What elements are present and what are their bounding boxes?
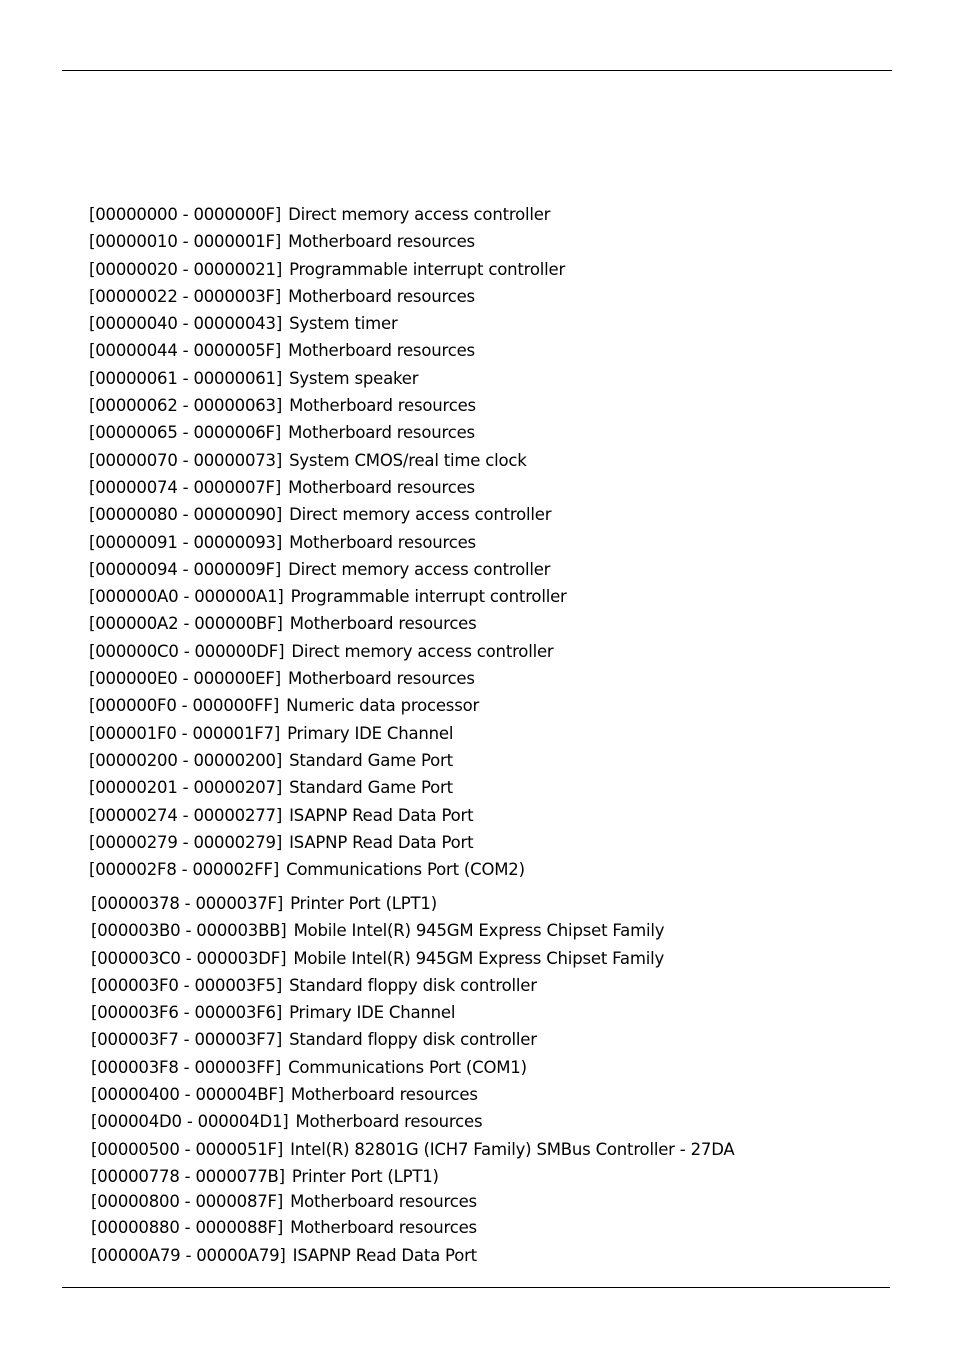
io-range-device: Direct memory access controller	[291, 641, 554, 661]
io-range-address: [00000800 - 0000087F]	[91, 1192, 284, 1212]
io-range-row	[91, 945, 735, 972]
io-range-row	[89, 283, 567, 310]
header-rule	[62, 70, 892, 71]
io-range-row	[91, 999, 735, 1026]
io-range-row	[89, 201, 567, 228]
io-range-row	[89, 829, 567, 856]
io-range-device: Communications Port (COM1)	[288, 1057, 527, 1077]
io-range-address: [00000044 - 0000005F]	[89, 341, 282, 361]
io-range-address: [000000C0 - 000000DF]	[89, 641, 285, 661]
io-range-row	[91, 1026, 735, 1053]
io-range-row	[89, 610, 567, 637]
io-range-device: ISAPNP Read Data Port	[292, 1245, 477, 1265]
io-range-device: Printer Port (LPT1)	[291, 1166, 439, 1186]
io-range-row	[89, 856, 567, 883]
io-range-row	[89, 529, 567, 556]
io-range-address: [00000279 - 00000279]	[89, 832, 283, 852]
io-range-device: Standard Game Port	[289, 778, 453, 798]
io-range-address: [00000062 - 00000063]	[89, 396, 283, 416]
io-range-address: [00000200 - 00000200]	[89, 750, 283, 770]
io-range-row	[91, 1054, 735, 1081]
io-range-address: [00000065 - 0000006F]	[89, 423, 282, 443]
io-range-device: System speaker	[289, 368, 419, 388]
io-range-address: [000003F0 - 000003F5]	[91, 975, 283, 995]
io-range-address: [000003C0 - 000003DF]	[91, 948, 287, 968]
io-range-row	[89, 501, 567, 528]
io-range-device: Standard floppy disk controller	[289, 975, 537, 995]
io-range-address: [00000378 - 0000037F]	[91, 894, 284, 913]
io-range-device: Standard floppy disk controller	[289, 1030, 537, 1050]
io-range-address: [00000010 - 0000001F]	[89, 232, 282, 252]
io-range-device: Programmable interrupt controller	[289, 259, 566, 279]
footer-rule	[62, 1287, 890, 1288]
io-range-address: [00000022 - 0000003F]	[89, 286, 282, 306]
io-range-row	[91, 1136, 735, 1163]
io-range-row	[89, 774, 567, 801]
io-range-row	[89, 665, 567, 692]
io-range-device: Direct memory access controller	[289, 505, 552, 525]
io-range-device: ISAPNP Read Data Port	[289, 832, 474, 852]
io-range-row	[89, 392, 567, 419]
io-range-device: Motherboard resources	[288, 423, 475, 443]
io-range-device: Standard Game Port	[289, 750, 453, 770]
io-range-address: [00000274 - 00000277]	[89, 805, 283, 825]
io-range-row	[91, 972, 735, 999]
io-range-row	[89, 365, 567, 392]
io-range-address: [00000020 - 00000021]	[89, 259, 283, 279]
io-range-address: [00000A79 - 00000A79]	[91, 1245, 286, 1265]
io-range-address: [00000070 - 00000073]	[89, 450, 283, 470]
io-range-device: System timer	[289, 314, 398, 334]
io-range-device: System CMOS/real time clock	[289, 450, 527, 470]
io-range-device: Motherboard resources	[288, 286, 475, 306]
io-range-row	[89, 747, 567, 774]
io-range-row	[91, 1214, 735, 1241]
io-range-device: Primary IDE Channel	[287, 723, 454, 743]
io-range-row	[89, 692, 567, 719]
io-range-address: [00000080 - 00000090]	[89, 505, 283, 525]
io-range-address: [000003B0 - 000003BB]	[91, 921, 287, 941]
io-range-address: [000001F0 - 000001F7]	[89, 723, 281, 743]
io-range-device: Motherboard resources	[290, 1192, 477, 1212]
io-range-device: Motherboard resources	[289, 614, 477, 634]
io-range-address: [000003F8 - 000003FF]	[91, 1057, 282, 1077]
io-range-device: Motherboard resources	[290, 1085, 478, 1105]
io-range-device: Motherboard resources	[289, 532, 476, 552]
io-range-device: Mobile Intel(R) 945GM Express Chipset Family	[293, 948, 665, 968]
io-range-row	[89, 556, 567, 583]
io-range-row	[89, 802, 567, 829]
io-range-list-part-1	[89, 201, 567, 883]
io-range-device: Communications Port (COM2)	[286, 860, 525, 880]
io-range-address: [00000091 - 00000093]	[89, 532, 283, 552]
io-range-row	[91, 1108, 735, 1135]
io-range-address: [000002F8 - 000002FF]	[89, 860, 280, 880]
io-range-address: [000000F0 - 000000FF]	[89, 696, 280, 716]
io-range-row	[91, 1081, 735, 1108]
io-range-row	[89, 583, 567, 610]
io-range-address: [00000094 - 0000009F]	[89, 559, 282, 579]
io-range-row	[89, 638, 567, 665]
io-range-address: [00000500 - 0000051F]	[91, 1139, 284, 1159]
io-range-row	[89, 256, 567, 283]
io-range-address: [000003F6 - 000003F6]	[91, 1003, 283, 1023]
io-range-row	[89, 337, 567, 364]
io-range-row	[89, 720, 567, 747]
io-range-address: [00000778 - 0000077B]	[91, 1166, 285, 1186]
io-range-row	[89, 228, 567, 255]
io-range-device: Motherboard resources	[295, 1112, 483, 1132]
io-range-row	[91, 1190, 735, 1214]
io-range-address: [000000E0 - 000000EF]	[89, 669, 281, 689]
io-range-row	[91, 917, 735, 944]
io-range-device: ISAPNP Read Data Port	[289, 805, 474, 825]
io-range-address: [00000000 - 0000000F]	[89, 205, 282, 224]
io-range-row	[89, 447, 567, 474]
io-range-device: Motherboard resources	[289, 396, 476, 416]
io-range-device: Direct memory access controller	[288, 205, 551, 224]
io-range-row	[91, 890, 735, 917]
io-range-device: Printer Port (LPT1)	[290, 894, 437, 913]
io-range-address: [000000A2 - 000000BF]	[89, 614, 283, 634]
io-range-device: Mobile Intel(R) 945GM Express Chipset Family	[293, 921, 665, 941]
io-range-device: Intel(R) 82801G (ICH7 Family) SMBus Controller - 27DA	[290, 1139, 735, 1159]
io-range-address: [00000061 - 00000061]	[89, 368, 283, 388]
io-range-address: [00000201 - 00000207]	[89, 778, 283, 798]
io-range-row	[89, 310, 567, 337]
io-range-list-part-2	[91, 890, 735, 1269]
io-range-row	[91, 1242, 735, 1269]
io-range-device: Programmable interrupt controller	[290, 587, 567, 607]
io-range-row	[91, 1163, 735, 1190]
io-range-address: [000004D0 - 000004D1]	[91, 1112, 289, 1132]
io-range-address: [00000040 - 00000043]	[89, 314, 283, 334]
io-range-address: [00000400 - 000004BF]	[91, 1085, 284, 1105]
io-range-device: Motherboard resources	[288, 477, 475, 497]
io-range-row	[89, 419, 567, 446]
io-range-device: Motherboard resources	[288, 341, 475, 361]
io-range-device: Motherboard resources	[288, 232, 475, 252]
io-range-device: Direct memory access controller	[288, 559, 551, 579]
io-range-row	[89, 474, 567, 501]
io-range-device: Primary IDE Channel	[289, 1003, 456, 1023]
io-range-address: [000000A0 - 000000A1]	[89, 587, 284, 607]
io-range-address: [000003F7 - 000003F7]	[91, 1030, 283, 1050]
io-range-device: Numeric data processor	[286, 696, 480, 716]
io-range-address: [00000074 - 0000007F]	[89, 477, 282, 497]
io-range-device: Motherboard resources	[290, 1218, 477, 1238]
io-range-device: Motherboard resources	[287, 669, 475, 689]
io-range-address: [00000880 - 0000088F]	[91, 1218, 284, 1238]
